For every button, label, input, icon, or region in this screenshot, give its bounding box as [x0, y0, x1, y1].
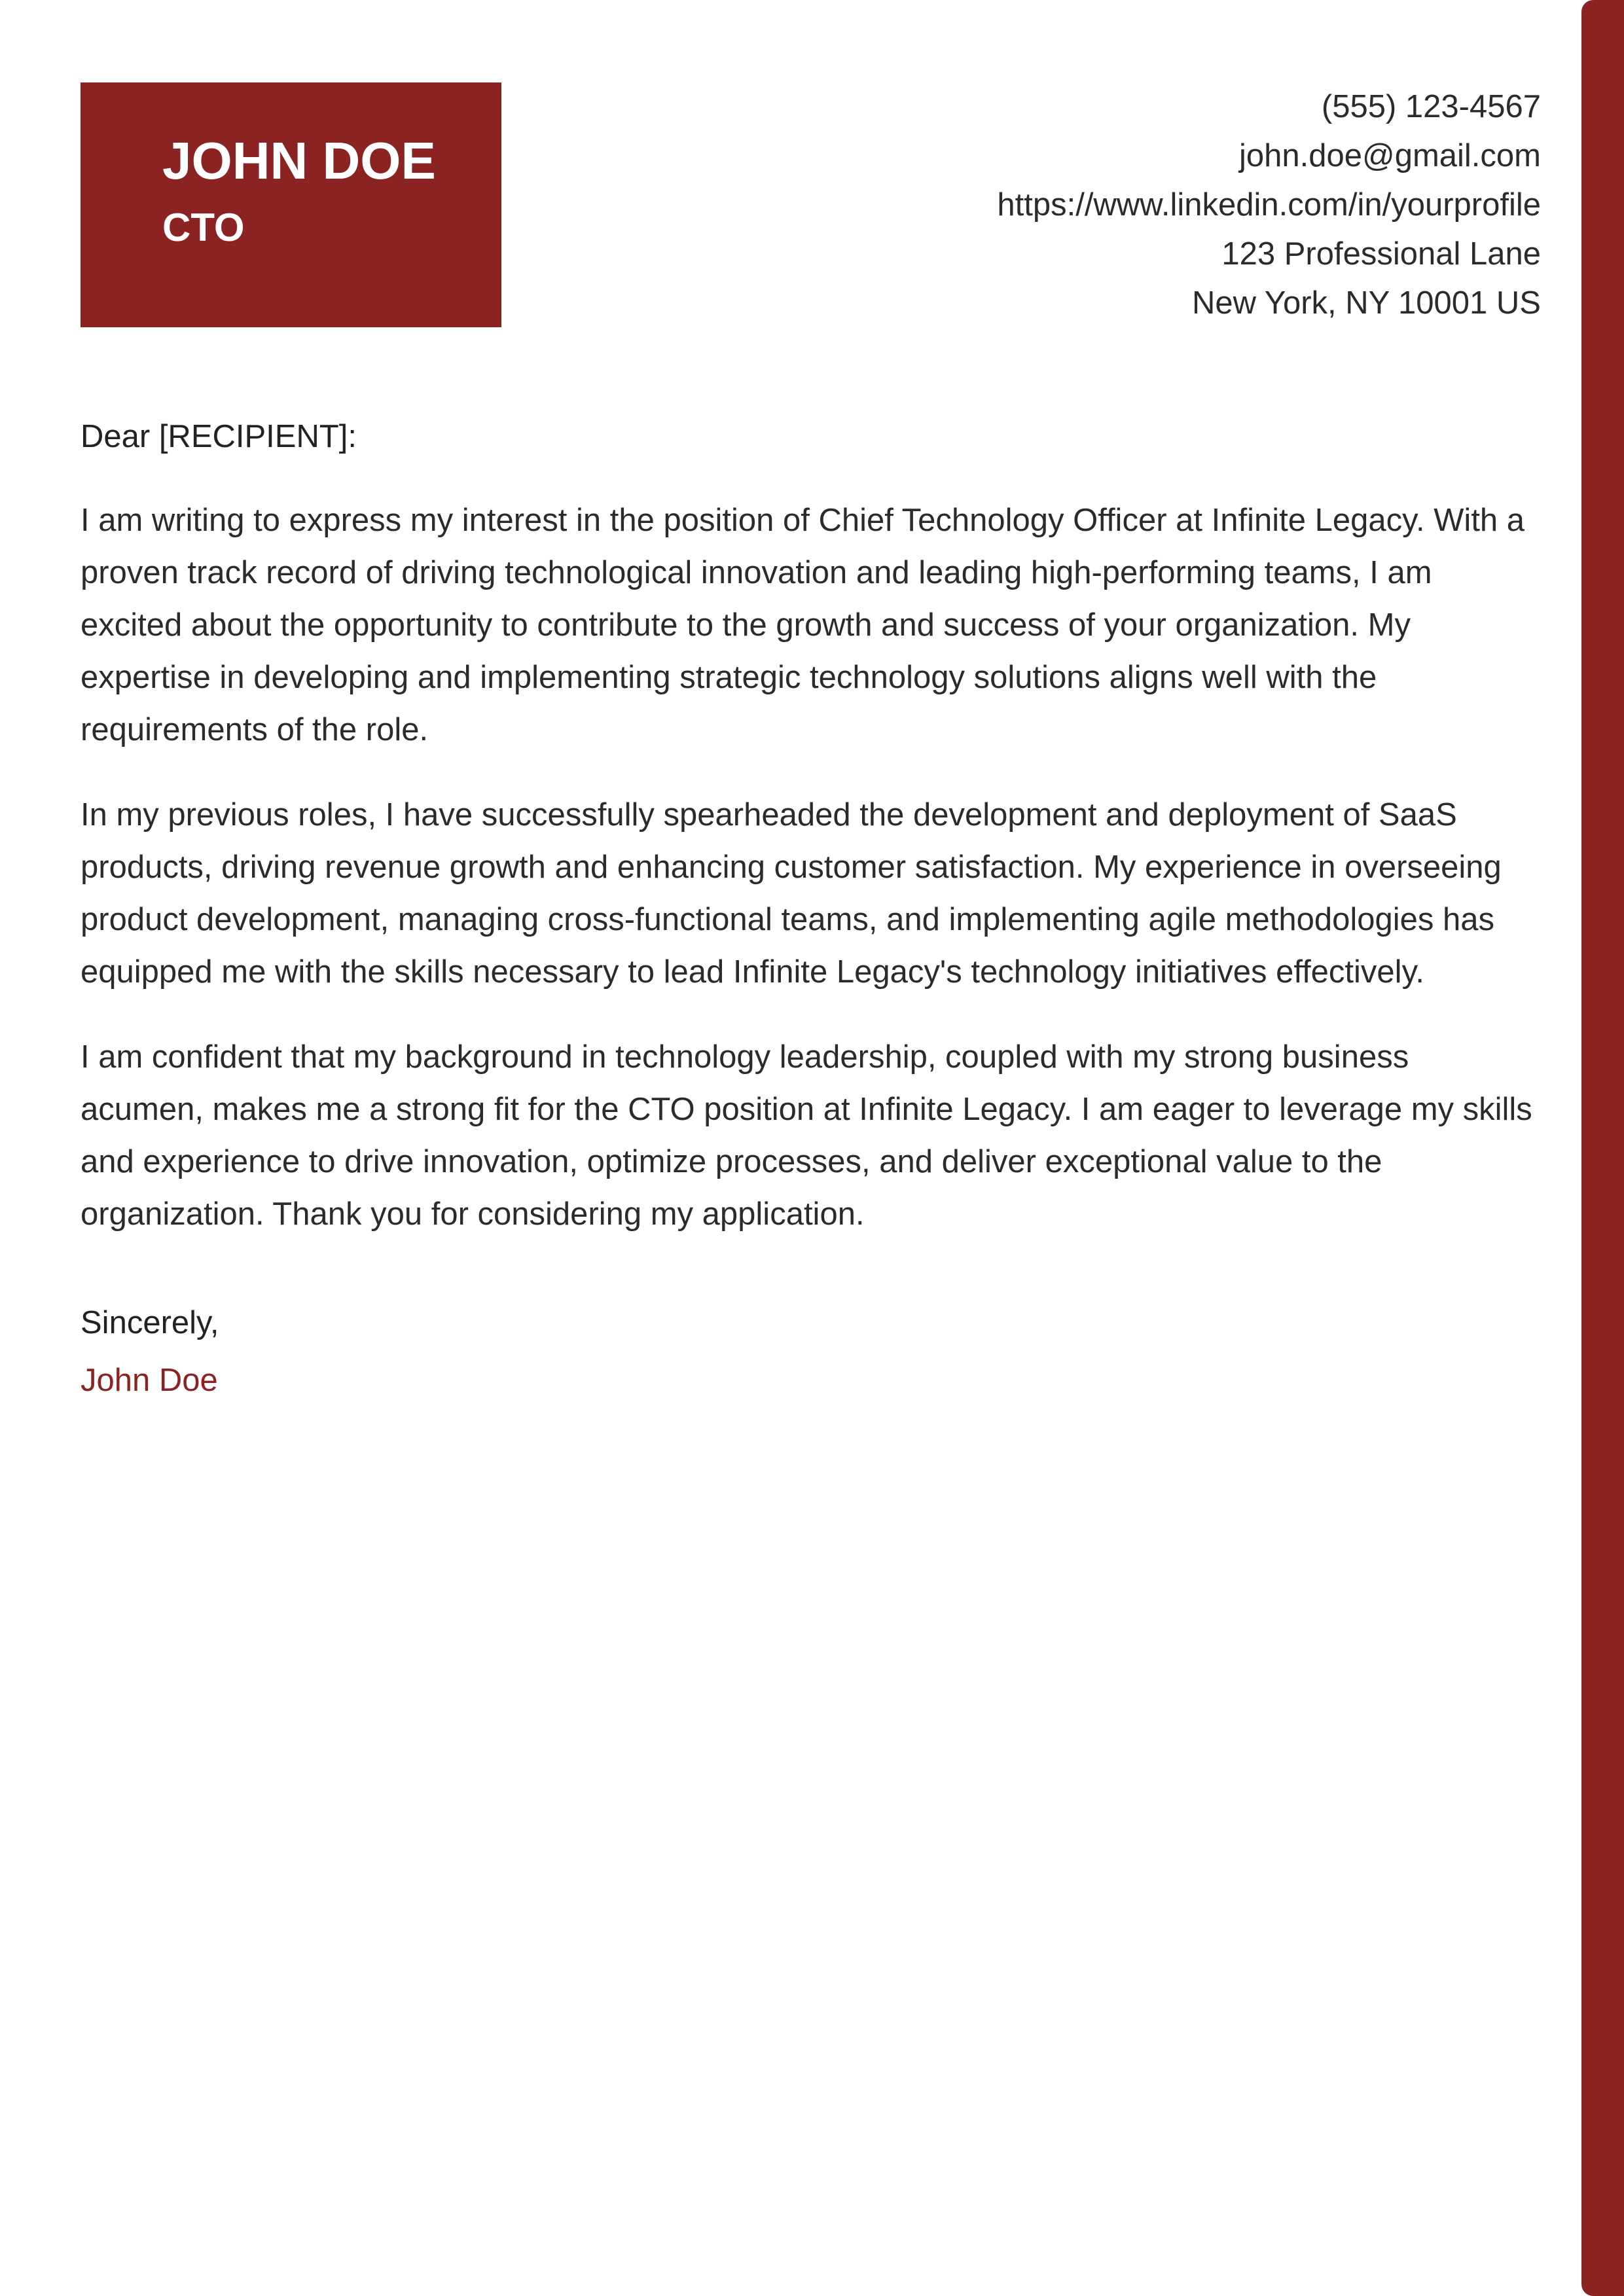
letter-paragraph-1: I am writing to express my interest in the position of Chief Technology Officer at Infinite Legacy. With a proven track record of driving technological innovation and leading high-performing teams, I am excited about the opportunity to contribute to the growth and success of your organization. My expertise in developing and implementing strategic technology solutions aligns well with the requirements of the role.	[81, 503, 1525, 747]
contact-address-line1: 123 Professional Lane	[1221, 236, 1541, 272]
letter-paragraph-3: I am confident that my background in technology leadership, coupled with my strong business acumen, makes me a strong fit for the CTO position at Infinite Legacy. I am eager to leverage my skills and experience to drive innovation, optimize processes, and deliver exceptional value to the organization. Thank you for considering my application.	[81, 1039, 1532, 1232]
letter-body	[81, 410, 1540, 1407]
accent-side-bar	[1581, 0, 1624, 2296]
applicant-title: CTO	[162, 206, 245, 249]
contact-email: john.doe@gmail.com	[1238, 138, 1541, 173]
letter-paragraph-2: In my previous roles, I have successfully spearheaded the development and deployment of SaaS products, driving revenue growth and enhancing customer satisfaction. My experience in overseeing product development, managing cross-functional teams, and implementing agile methodologies has equipped me with the skills necessary to lead Infinite Legacy's technology initiatives effectively.	[81, 797, 1502, 990]
contact-address-line2: New York, NY 10001 US	[1192, 285, 1541, 321]
applicant-name: JOHN DOE	[162, 132, 436, 190]
signature-name: John Doe	[81, 1363, 218, 1398]
name-header-block	[81, 82, 501, 327]
salutation: Dear [RECIPIENT]:	[81, 419, 357, 454]
contact-linkedin: https://www.linkedin.com/in/yourprofile	[997, 187, 1541, 223]
closing: Sincerely,	[81, 1305, 219, 1340]
contact-phone: (555) 123-4567	[1321, 89, 1541, 124]
contact-info	[997, 82, 1541, 328]
